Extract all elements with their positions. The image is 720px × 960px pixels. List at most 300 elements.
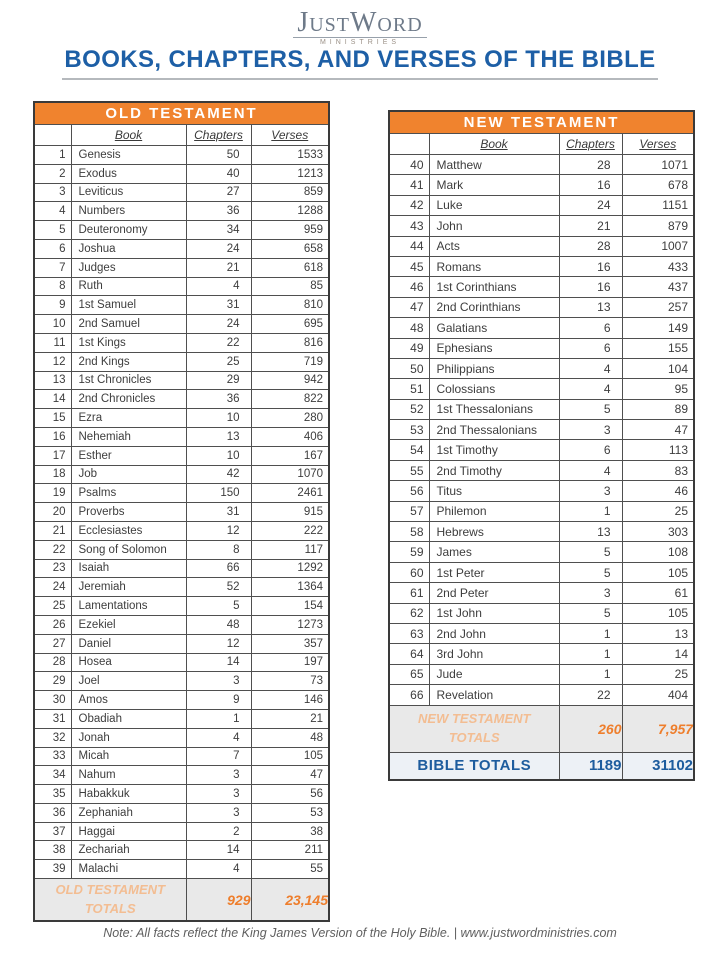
book-number: 63: [389, 623, 429, 643]
table-row: [34, 390, 329, 409]
verses-value: 55: [251, 860, 329, 879]
empty-header-cell: [34, 125, 71, 146]
book-number: 14: [34, 390, 71, 409]
verses-value: 357: [251, 634, 329, 653]
verses-value: 211: [251, 841, 329, 860]
table-row: [34, 352, 329, 371]
book-number: 43: [389, 216, 429, 236]
book-number: 13: [34, 371, 71, 390]
chapters-value: 4: [186, 860, 251, 879]
verses-value: 25: [622, 501, 694, 521]
verses-value: 1151: [622, 195, 694, 215]
chapters-value: 16: [559, 175, 622, 195]
verses-value: 167: [251, 446, 329, 465]
table-row: [34, 860, 329, 879]
new-testament-title: NEW TESTAMENT: [389, 111, 694, 134]
verses-value: 303: [622, 522, 694, 542]
book-name: Romans: [429, 256, 559, 276]
title-underline: [62, 78, 658, 80]
table-row: [34, 615, 329, 634]
logo: [0, 8, 720, 46]
table-row: [34, 239, 329, 258]
chapters-value: 1: [559, 623, 622, 643]
book-number: 26: [34, 615, 71, 634]
chapters-value: 3: [186, 672, 251, 691]
verses-value: 46: [622, 481, 694, 501]
book-number: 53: [389, 420, 429, 440]
book-number: 19: [34, 484, 71, 503]
book-name: 2nd Kings: [71, 352, 186, 371]
table-row: [389, 460, 694, 480]
page-title: BOOKS, CHAPTERS, AND VERSES OF THE BIBLE: [64, 46, 656, 73]
verses-value: 47: [251, 766, 329, 785]
book-name: 1st Chronicles: [71, 371, 186, 390]
verses-value: 222: [251, 521, 329, 540]
book-name: Song of Solomon: [71, 540, 186, 559]
bible-total-chapters: 1189: [559, 752, 622, 780]
chapters-value: 36: [186, 390, 251, 409]
book-number: 16: [34, 427, 71, 446]
verses-value: 404: [622, 685, 694, 705]
book-name: Numbers: [71, 202, 186, 221]
book-name: Nahum: [71, 766, 186, 785]
verses-value: 95: [622, 379, 694, 399]
verses-value: 280: [251, 409, 329, 428]
chapters-value: 40: [186, 164, 251, 183]
verses-value: 105: [622, 562, 694, 582]
verses-value: 56: [251, 785, 329, 804]
table-row: [389, 256, 694, 276]
verses-value: 155: [622, 338, 694, 358]
table-row: [389, 195, 694, 215]
book-number: 57: [389, 501, 429, 521]
chapters-value: 24: [559, 195, 622, 215]
book-name: 1st Corinthians: [429, 277, 559, 297]
verses-value: 433: [622, 256, 694, 276]
table-row: [389, 644, 694, 664]
logo-wordmark: JustWord: [293, 8, 426, 38]
chapters-value: 36: [186, 202, 251, 221]
table-row: [389, 338, 694, 358]
chapters-value: 1: [559, 501, 622, 521]
book-column-header: Book: [429, 134, 559, 155]
old-testament-totals-label: OLD TESTAMENT TOTALS: [34, 879, 186, 922]
verses-value: 1533: [251, 146, 329, 165]
table-row: [389, 277, 694, 297]
table-row: [34, 296, 329, 315]
table-row: [34, 766, 329, 785]
book-number: 20: [34, 503, 71, 522]
chapters-value: 16: [559, 277, 622, 297]
verses-value: 61: [622, 583, 694, 603]
verses-column-header: Verses: [251, 125, 329, 146]
book-number: 44: [389, 236, 429, 256]
book-name: Matthew: [429, 155, 559, 175]
bible-total-verses: 31102: [622, 752, 694, 780]
table-row: [34, 258, 329, 277]
chapters-value: 14: [186, 653, 251, 672]
table-row: [34, 146, 329, 165]
chapters-value: 24: [186, 315, 251, 334]
book-name: Joshua: [71, 239, 186, 258]
table-row: [389, 603, 694, 623]
table-row: [389, 481, 694, 501]
table-row: [389, 216, 694, 236]
chapters-value: 12: [186, 521, 251, 540]
book-number: 59: [389, 542, 429, 562]
verses-value: 822: [251, 390, 329, 409]
chapters-value: 9: [186, 691, 251, 710]
book-name: Acts: [429, 236, 559, 256]
book-name: Luke: [429, 195, 559, 215]
new-testament-table: [388, 110, 695, 781]
verses-value: 48: [251, 728, 329, 747]
chapters-column-header: Chapters: [186, 125, 251, 146]
chapters-value: 150: [186, 484, 251, 503]
table-row: [34, 634, 329, 653]
table-row: [34, 521, 329, 540]
book-number: 23: [34, 559, 71, 578]
book-number: 6: [34, 239, 71, 258]
chapters-value: 4: [186, 277, 251, 296]
book-number: 9: [34, 296, 71, 315]
book-name: Hosea: [71, 653, 186, 672]
verses-value: 1364: [251, 578, 329, 597]
table-row: [389, 583, 694, 603]
verses-value: 678: [622, 175, 694, 195]
table-row: [34, 221, 329, 240]
verses-value: 257: [622, 297, 694, 317]
book-number: 22: [34, 540, 71, 559]
chapters-value: 31: [186, 503, 251, 522]
book-name: Haggai: [71, 822, 186, 841]
new-testament-banner-row: [389, 111, 694, 134]
chapters-value: 10: [186, 409, 251, 428]
table-row: [389, 318, 694, 338]
chapters-value: 5: [559, 603, 622, 623]
verses-value: 73: [251, 672, 329, 691]
book-name: Ephesians: [429, 338, 559, 358]
old-testament-section: [33, 101, 328, 922]
book-name: Ezekiel: [71, 615, 186, 634]
book-name: Jude: [429, 664, 559, 684]
chapters-value: 3: [186, 803, 251, 822]
book-name: Ezra: [71, 409, 186, 428]
new-testament-total-verses: 7,957: [622, 705, 694, 752]
verses-value: 105: [251, 747, 329, 766]
table-row: [34, 559, 329, 578]
book-name: Daniel: [71, 634, 186, 653]
chapters-value: 28: [559, 236, 622, 256]
table-row: [34, 164, 329, 183]
book-number: 7: [34, 258, 71, 277]
verses-value: 406: [251, 427, 329, 446]
chapters-value: 28: [559, 155, 622, 175]
book-number: 25: [34, 597, 71, 616]
chapters-value: 31: [186, 296, 251, 315]
table-row: [34, 315, 329, 334]
book-name: Isaiah: [71, 559, 186, 578]
verses-value: 154: [251, 597, 329, 616]
table-row: [34, 597, 329, 616]
chapters-value: 3: [186, 766, 251, 785]
book-number: 46: [389, 277, 429, 297]
book-name: 1st Kings: [71, 333, 186, 352]
book-number: 50: [389, 358, 429, 378]
book-name: Galatians: [429, 318, 559, 338]
logo-tagline: MINISTRIES: [319, 39, 401, 47]
verses-value: 942: [251, 371, 329, 390]
book-name: James: [429, 542, 559, 562]
chapters-value: 6: [559, 440, 622, 460]
book-name: 2nd Thessalonians: [429, 420, 559, 440]
chapters-value: 24: [186, 239, 251, 258]
book-number: 58: [389, 522, 429, 542]
chapters-value: 6: [559, 338, 622, 358]
chapters-value: 21: [559, 216, 622, 236]
chapters-value: 22: [559, 685, 622, 705]
old-testament-totals-row: [34, 879, 329, 922]
book-number: 61: [389, 583, 429, 603]
verses-value: 959: [251, 221, 329, 240]
book-name: John: [429, 216, 559, 236]
chapters-value: 4: [559, 460, 622, 480]
verses-value: 197: [251, 653, 329, 672]
verses-value: 879: [622, 216, 694, 236]
book-name: Hebrews: [429, 522, 559, 542]
verses-value: 117: [251, 540, 329, 559]
table-row: [34, 747, 329, 766]
book-name: 1st John: [429, 603, 559, 623]
chapters-value: 3: [559, 420, 622, 440]
book-name: Philippians: [429, 358, 559, 378]
book-number: 34: [34, 766, 71, 785]
old-testament-table: [33, 101, 330, 922]
chapters-column-header: Chapters: [559, 134, 622, 155]
table-row: [389, 175, 694, 195]
table-row: [34, 785, 329, 804]
table-row: [34, 672, 329, 691]
verses-value: 658: [251, 239, 329, 258]
column-header-row: [34, 125, 329, 146]
table-row: [34, 728, 329, 747]
book-name: 2nd Timothy: [429, 460, 559, 480]
chapters-value: 13: [559, 522, 622, 542]
chapters-value: 16: [559, 256, 622, 276]
table-row: [389, 685, 694, 705]
chapters-value: 21: [186, 258, 251, 277]
chapters-value: 42: [186, 465, 251, 484]
chapters-value: 4: [559, 358, 622, 378]
table-row: [34, 540, 329, 559]
book-name: Exodus: [71, 164, 186, 183]
chapters-value: 3: [559, 481, 622, 501]
table-row: [34, 822, 329, 841]
book-name: 1st Timothy: [429, 440, 559, 460]
book-name: Genesis: [71, 146, 186, 165]
chapters-value: 14: [186, 841, 251, 860]
bible-totals-row: [389, 752, 694, 780]
book-number: 45: [389, 256, 429, 276]
book-number: 27: [34, 634, 71, 653]
chapters-value: 4: [186, 728, 251, 747]
book-column-header: Book: [71, 125, 186, 146]
verses-value: 105: [622, 603, 694, 623]
verses-value: 25: [622, 664, 694, 684]
book-number: 54: [389, 440, 429, 460]
book-name: Lamentations: [71, 597, 186, 616]
chapters-value: 5: [559, 562, 622, 582]
book-name: Revelation: [429, 685, 559, 705]
chapters-value: 29: [186, 371, 251, 390]
table-row: [34, 446, 329, 465]
table-row: [389, 297, 694, 317]
book-number: 60: [389, 562, 429, 582]
new-testament-section: [388, 110, 693, 781]
book-number: 33: [34, 747, 71, 766]
verses-value: 104: [622, 358, 694, 378]
verses-value: 113: [622, 440, 694, 460]
book-number: 65: [389, 664, 429, 684]
chapters-value: 50: [186, 146, 251, 165]
book-name: Micah: [71, 747, 186, 766]
verses-value: 1007: [622, 236, 694, 256]
verses-value: 85: [251, 277, 329, 296]
table-row: [34, 183, 329, 202]
book-number: 29: [34, 672, 71, 691]
book-name: 2nd Samuel: [71, 315, 186, 334]
book-name: Malachi: [71, 860, 186, 879]
empty-header-cell: [389, 134, 429, 155]
chapters-value: 1: [559, 664, 622, 684]
book-name: Ruth: [71, 277, 186, 296]
table-row: [34, 503, 329, 522]
book-name: Esther: [71, 446, 186, 465]
book-name: Nehemiah: [71, 427, 186, 446]
verses-value: 915: [251, 503, 329, 522]
verses-value: 13: [622, 623, 694, 643]
chapters-value: 5: [559, 399, 622, 419]
book-number: 49: [389, 338, 429, 358]
chapters-value: 4: [559, 379, 622, 399]
book-name: 1st Peter: [429, 562, 559, 582]
chapters-value: 1: [186, 709, 251, 728]
book-name: 1st Thessalonians: [429, 399, 559, 419]
verses-value: 146: [251, 691, 329, 710]
table-row: [389, 155, 694, 175]
chapters-value: 7: [186, 747, 251, 766]
book-number: 1: [34, 146, 71, 165]
verses-value: 1070: [251, 465, 329, 484]
new-testament-totals-label: NEW TESTAMENT TOTALS: [389, 705, 559, 752]
book-name: Psalms: [71, 484, 186, 503]
verses-value: 695: [251, 315, 329, 334]
book-number: 47: [389, 297, 429, 317]
book-number: 41: [389, 175, 429, 195]
old-testament-title: OLD TESTAMENT: [34, 102, 329, 125]
table-row: [34, 277, 329, 296]
book-number: 17: [34, 446, 71, 465]
book-name: Judges: [71, 258, 186, 277]
chapters-value: 13: [559, 297, 622, 317]
book-number: 21: [34, 521, 71, 540]
chapters-value: 48: [186, 615, 251, 634]
chapters-value: 10: [186, 446, 251, 465]
book-name: 1st Samuel: [71, 296, 186, 315]
book-number: 48: [389, 318, 429, 338]
book-name: Leviticus: [71, 183, 186, 202]
verses-value: 1273: [251, 615, 329, 634]
book-name: Philemon: [429, 501, 559, 521]
book-name: 2nd Peter: [429, 583, 559, 603]
book-name: 2nd Chronicles: [71, 390, 186, 409]
chapters-value: 1: [559, 644, 622, 664]
table-row: [389, 562, 694, 582]
table-row: [389, 236, 694, 256]
book-name: Titus: [429, 481, 559, 501]
table-row: [389, 501, 694, 521]
book-number: 10: [34, 315, 71, 334]
book-number: 30: [34, 691, 71, 710]
book-name: Habakkuk: [71, 785, 186, 804]
book-name: 2nd John: [429, 623, 559, 643]
table-row: [34, 803, 329, 822]
table-row: [389, 522, 694, 542]
book-number: 24: [34, 578, 71, 597]
chapters-value: 52: [186, 578, 251, 597]
book-number: 51: [389, 379, 429, 399]
book-name: Joel: [71, 672, 186, 691]
table-row: [34, 653, 329, 672]
book-number: 40: [389, 155, 429, 175]
table-row: [34, 371, 329, 390]
book-number: 52: [389, 399, 429, 419]
verses-value: 83: [622, 460, 694, 480]
book-number: 15: [34, 409, 71, 428]
chapters-value: 3: [559, 583, 622, 603]
new-testament-totals-row: [389, 705, 694, 752]
table-row: [389, 542, 694, 562]
table-row: [389, 379, 694, 399]
table-row: [389, 664, 694, 684]
book-number: 12: [34, 352, 71, 371]
book-number: 31: [34, 709, 71, 728]
table-row: [389, 420, 694, 440]
verses-value: 1213: [251, 164, 329, 183]
book-number: 42: [389, 195, 429, 215]
old-testament-total-chapters: 929: [186, 879, 251, 922]
chapters-value: 2: [186, 822, 251, 841]
verses-value: 14: [622, 644, 694, 664]
verses-value: 89: [622, 399, 694, 419]
old-testament-total-verses: 23,145: [251, 879, 329, 922]
book-name: Jonah: [71, 728, 186, 747]
book-name: 2nd Corinthians: [429, 297, 559, 317]
chapters-value: 6: [559, 318, 622, 338]
verses-value: 53: [251, 803, 329, 822]
book-name: Deuteronomy: [71, 221, 186, 240]
chapters-value: 5: [186, 597, 251, 616]
book-number: 11: [34, 333, 71, 352]
book-name: Zechariah: [71, 841, 186, 860]
chapters-value: 8: [186, 540, 251, 559]
book-number: 32: [34, 728, 71, 747]
new-testament-total-chapters: 260: [559, 705, 622, 752]
book-number: 64: [389, 644, 429, 664]
table-row: [389, 358, 694, 378]
verses-value: 437: [622, 277, 694, 297]
book-number: 4: [34, 202, 71, 221]
